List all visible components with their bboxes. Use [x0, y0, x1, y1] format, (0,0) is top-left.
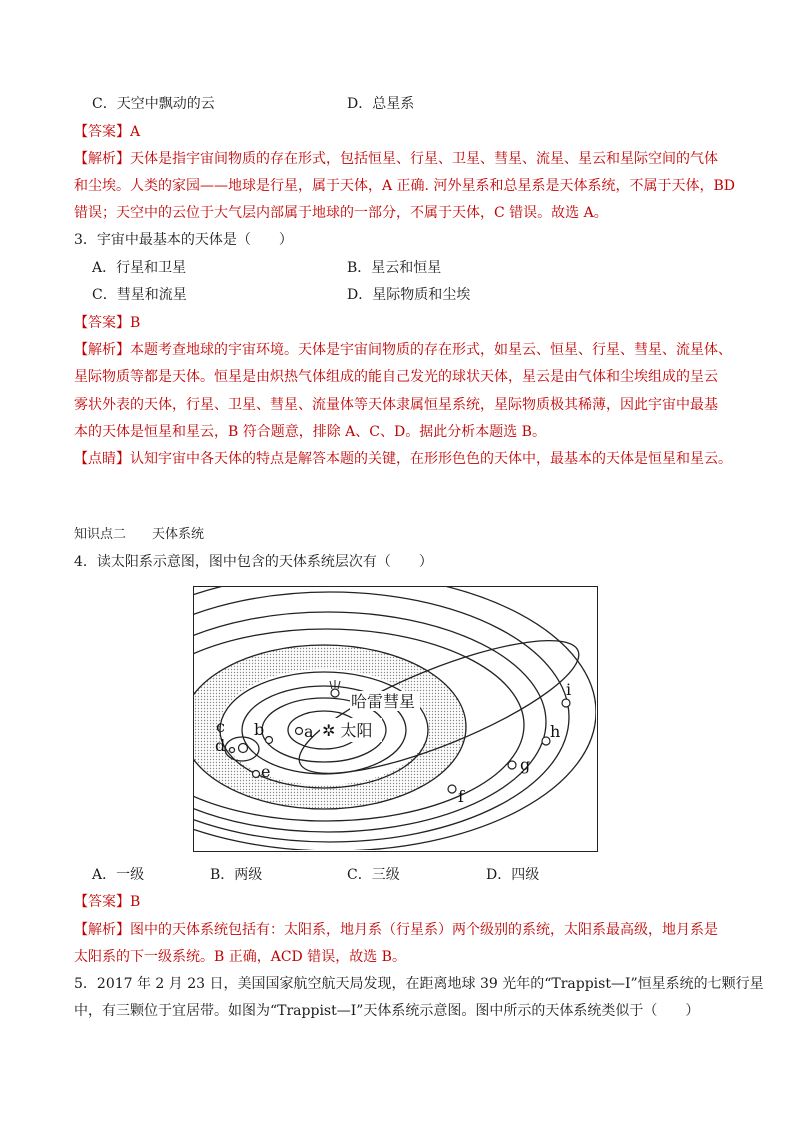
q3-analysis-line-1: [74, 339, 732, 361]
q2-answer: [74, 121, 140, 143]
analysis-text: 本题考查地球的宇宙环境。天体是宇宙间物质的存在形式，如星云、恒星、行星、彗星、流星体、: [130, 342, 732, 358]
planet-label-c: c: [216, 717, 225, 736]
section-title: 天体系统: [152, 527, 205, 542]
q4-analysis-line-1: [74, 919, 718, 941]
q4-option-b: B．两级: [210, 867, 263, 883]
analysis-label: 【解析】: [74, 342, 130, 358]
q2-analysis-line-1: [74, 148, 718, 170]
q3-stem: 3．宇宙中最基本的天体是（ ）: [74, 232, 293, 248]
answer-label: 【答案】: [74, 315, 130, 331]
planet-label-e: e: [261, 762, 271, 781]
q3-answer: [74, 312, 140, 334]
tip-text: 认知宇宙中各天体的特点是解答本题的关键，在形形色色的天体中，最基本的天体是恒星和星云。: [130, 451, 732, 467]
planet-d-moon: [230, 748, 235, 753]
solar-system-svg: [194, 587, 596, 850]
analysis-text: 图中的天体系统包括有：太阳系，地月系（行星系）两个级别的系统，太阳系最高级，地月系是: [130, 922, 718, 938]
q5-stem-line-1: 5．2017 年 2 月 23 日，美国国家航空航天局发现，在距离地球 39 光年的“Trappist—I”恒星系统的七颗行星: [74, 976, 764, 992]
q4-answer: [74, 891, 140, 913]
q4-option-d: D．四级: [486, 867, 540, 883]
planet-g: [508, 761, 516, 769]
q5-stem-line-2: 中，有三颗位于宜居带。如图为“Trappist—I”天体系统示意图。图中所示的天体系统类似于（ ）: [74, 1003, 700, 1019]
answer-value: B: [130, 894, 141, 910]
planet-label-b: b: [254, 720, 265, 739]
q3-analysis-line-2: 星际物质等都是天体。恒星是由炽热气体组成的能自己发光的球状天体，星云是由气体和尘埃组成的呈云: [74, 369, 718, 385]
planet-i: [562, 699, 570, 707]
analysis-label: 【解析】: [74, 922, 130, 938]
sun-label: ✲ 太阳: [322, 721, 373, 740]
comet-label: 哈雷彗星: [351, 692, 416, 711]
planet-a: [296, 728, 303, 735]
planet-label-g: g: [520, 755, 531, 774]
q4-analysis-line-2: 太阳系的下一级系统。B 正确，ACD 错误，故选 B。: [74, 949, 406, 965]
planet-label-a: a: [304, 722, 314, 741]
q3-tip: [74, 448, 732, 470]
planet-b: [266, 737, 273, 744]
q3-option-c: C．彗星和流星: [92, 287, 187, 303]
planet-e: [253, 771, 260, 778]
analysis-label: 【解析】: [74, 151, 130, 167]
solar-system-diagram: [193, 586, 598, 852]
answer-label: 【答案】: [74, 894, 130, 910]
q4-option-c: C．三级: [347, 867, 400, 883]
planet-label-i: i: [566, 680, 572, 699]
answer-value: A: [130, 124, 141, 140]
q2-option-c: C．天空中飘动的云: [92, 96, 215, 112]
analysis-text: 天体是指宇宙间物质的存在形式，包括恒星、行星、卫星、彗星、流星、星云和星际空间的气体: [130, 151, 718, 167]
q2-option-d: D．总星系: [347, 96, 415, 112]
section-header: [74, 524, 204, 546]
planet-label-f: f: [458, 787, 464, 806]
q3-option-d: D．星际物质和尘埃: [347, 287, 471, 303]
q2-analysis-line-2: 和尘埃。人类的家园——地球是行星，属于天体，A 正确. 河外星系和总星系是天体系统，不属于天体，BD: [74, 178, 735, 194]
planet-h: [542, 737, 550, 745]
q3-option-a: A．行星和卫星: [92, 260, 187, 276]
q4-option-a: A．一级: [92, 867, 145, 883]
q3-analysis-line-4: 本的天体是恒星和星云，B 符合题意，排除 A、C、D。据此分析本题选 B。: [74, 424, 546, 440]
q3-option-b: B．星云和恒星: [347, 260, 442, 276]
q3-analysis-line-3: 雾状外表的天体，行星、卫星、彗星、流量体等天体隶属恒星系统，星际物质极其稀薄，因此宇宙中最基: [74, 397, 718, 413]
planet-c-earth: [239, 744, 248, 753]
planet-label-d: d: [215, 736, 226, 755]
tip-label: 【点睛】: [74, 451, 130, 467]
asteroid-belt: [194, 587, 596, 850]
q4-stem: 4．读太阳系示意图，图中包含的天体系统层次有（ ）: [74, 554, 433, 570]
answer-value: B: [130, 315, 141, 331]
section-label: 知识点二: [74, 527, 127, 542]
q2-analysis-line-3: 错误；天空中的云位于大气层内部属于地球的一部分，不属于天体，C 错误。故选 A。: [74, 205, 608, 221]
planet-f: [448, 785, 456, 793]
planet-label-h: h: [550, 722, 561, 741]
answer-label: 【答案】: [74, 124, 130, 140]
